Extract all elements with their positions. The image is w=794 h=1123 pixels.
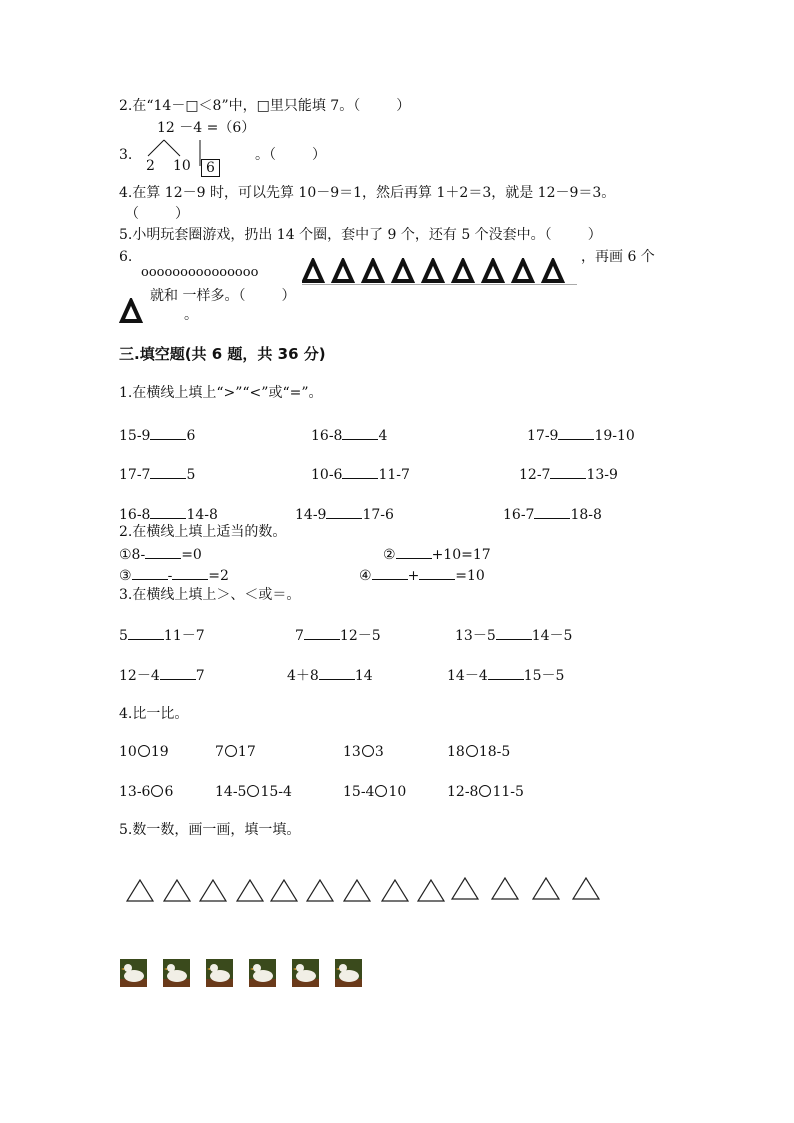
triangle-icon (492, 878, 518, 899)
compare-circle-item: 15-4 10 (343, 784, 407, 800)
answer-blank[interactable] (488, 665, 524, 680)
question-2-text: 2.在“14－□＜8”中，□里只能填 7。（ (119, 98, 361, 114)
question-5: 5.小明玩套圈游戏，扔出 14 个圈，套中了 9 个，还有 5 个没套中。（ ） (119, 227, 602, 243)
compare-circle-item: 10 19 (119, 744, 169, 760)
answer-blank[interactable] (150, 464, 186, 479)
fill-item-a: ①8- =0 (119, 544, 202, 564)
answer-blank[interactable] (419, 565, 455, 580)
answer-blank[interactable] (160, 665, 196, 680)
question-3-equation (157, 119, 255, 137)
answer-circle[interactable] (138, 745, 150, 757)
bold-triangle-icon (484, 261, 502, 281)
question-6-middle-text: 就和 一样多。（ ） (150, 288, 296, 304)
section-3-title: 三.填空题(共 6 题，共 36 分) (119, 345, 326, 363)
bold-triangle-icon (334, 261, 352, 281)
answer-circle[interactable] (225, 745, 237, 757)
answer-circle[interactable] (479, 785, 491, 797)
triangle-icon (237, 880, 263, 901)
triangle-icon (452, 878, 478, 899)
comparison-item: 16-8 4 (311, 425, 387, 445)
comparison-item: 14－4 15－5 (447, 665, 564, 685)
triangle-icon (418, 880, 444, 901)
answer-circle[interactable] (247, 785, 259, 797)
answer-blank[interactable] (496, 625, 532, 640)
answer-blank[interactable] (172, 565, 208, 580)
part-3-instruction: 3.在横线上填上＞、＜或＝。 (119, 587, 301, 603)
answer-blank[interactable] (396, 544, 432, 559)
compare-circle-item: 12-8 11-5 (447, 784, 524, 800)
answer-blank[interactable] (326, 504, 362, 519)
question-6-single-triangle (119, 298, 147, 324)
bold-triangle-icon (122, 301, 140, 321)
bold-triangle-icon (364, 261, 382, 281)
bold-triangle-icon (514, 261, 532, 281)
bold-triangle-icon (394, 261, 412, 281)
fill-item-d: ④ + =10 (359, 565, 485, 585)
duck-icon (292, 959, 319, 987)
duck-icon (120, 959, 147, 987)
answer-blank[interactable] (319, 665, 355, 680)
answer-blank[interactable] (372, 565, 408, 580)
question-5-paren-close: ） (587, 227, 602, 243)
question-3-equation-text: 12 －4 =（6） (157, 120, 256, 136)
comparison-item: 13－5 14－5 (455, 625, 572, 645)
question-3-paren-close: ） (312, 147, 326, 163)
comparison-item: 16-8 14-8 (119, 504, 218, 524)
bold-triangle-icon (424, 261, 442, 281)
duck-icon (206, 959, 233, 987)
comparison-item: 17-7 5 (119, 464, 195, 484)
triangle-icon (533, 878, 559, 899)
compare-circle-item: 13 3 (343, 744, 384, 760)
question-4-line-1: 4.在算 12－9 时，可以先算 10－9＝1，然后再算 1＋2＝3，就是 12－9＝3。 (119, 185, 616, 201)
bold-triangle-icon (544, 261, 562, 281)
comparison-item: 10-6 11-7 (311, 464, 410, 484)
triangle-icon (271, 880, 297, 901)
question-6-circles: ooooooooooooooo (141, 265, 259, 280)
comparison-item: 17-9 19-10 (527, 425, 635, 445)
comparison-item: 12-7 13-9 (519, 464, 618, 484)
comparison-item: 7 12－5 (295, 625, 381, 645)
question-6-dot: 。 (184, 307, 198, 323)
part-1-instruction: 1.在横线上填上“>”“<”或“=”。 (119, 385, 323, 401)
triangle-icon (344, 880, 370, 901)
compare-circle-item: 14-5 15-4 (215, 784, 292, 800)
answer-blank[interactable] (550, 464, 586, 479)
answer-blank[interactable] (150, 504, 186, 519)
bold-triangle-icon (454, 261, 472, 281)
answer-blank[interactable] (132, 565, 168, 580)
triangle-icon (127, 880, 153, 901)
answer-circle[interactable] (466, 745, 478, 757)
comparison-item: 12－4 7 (119, 665, 205, 685)
compare-circle-item: 18 18-5 (447, 744, 511, 760)
answer-blank[interactable] (145, 544, 181, 559)
triangle-icon (200, 880, 226, 901)
bold-triangle-icon (304, 261, 322, 281)
question-3-tail: 。（ ） (255, 147, 326, 163)
fill-item-c: ③ - =2 (119, 565, 229, 585)
question-6-triangles (302, 258, 582, 284)
question-3-middle-number: 10 (173, 158, 191, 174)
triangle-row (120, 876, 610, 906)
answer-blank[interactable] (342, 425, 378, 440)
comparison-item: 14-9 17-6 (295, 504, 394, 524)
question-2-paren-close: ） (396, 98, 411, 114)
compare-circle-item: 13-6 6 (119, 784, 174, 800)
answer-circle[interactable] (362, 745, 374, 757)
comparison-item: 16-7 18-8 (503, 504, 602, 524)
question-2 (119, 97, 410, 115)
question-6-right-text: ，再画 6 个 (581, 249, 655, 265)
duck-icon (249, 959, 276, 987)
question-3 (119, 146, 132, 164)
answer-circle[interactable] (375, 785, 387, 797)
question-3-number: 3. (119, 147, 133, 163)
triangle-icon (307, 880, 333, 901)
answer-blank[interactable] (534, 504, 570, 519)
question-6-paren-close: ） (281, 288, 296, 304)
duck-icon (335, 959, 362, 987)
question-3-left-number: 2 (146, 158, 155, 174)
question-3-box (201, 159, 220, 177)
question-4-paren-close: ） (175, 206, 189, 222)
part-4-instruction: 4.比一比。 (119, 706, 189, 722)
answer-blank[interactable] (342, 464, 378, 479)
question-3-boxed-number: 6 (201, 159, 220, 177)
question-6-number: 6. (119, 249, 133, 265)
triangle-icon (382, 880, 408, 901)
question-4-line-2: （ ） (125, 206, 189, 222)
answer-circle[interactable] (151, 785, 163, 797)
answer-blank[interactable] (558, 425, 594, 440)
answer-blank[interactable] (304, 625, 340, 640)
question-6-rule (302, 284, 577, 285)
comparison-item: 5 11－7 (119, 625, 205, 645)
comparison-item: 15-9 6 (119, 425, 195, 445)
comparison-item: 4＋8 14 (287, 665, 373, 685)
part-2-instruction: 2.在横线上填上适当的数。 (119, 524, 287, 540)
compare-circle-item: 7 17 (215, 744, 256, 760)
fill-item-b: ② +10=17 (383, 544, 491, 564)
triangle-icon (164, 880, 190, 901)
duck-icon (163, 959, 190, 987)
answer-blank[interactable] (150, 425, 186, 440)
part-5-instruction: 5.数一数，画一画，填一填。 (119, 822, 301, 838)
answer-blank[interactable] (128, 625, 164, 640)
triangle-icon (573, 878, 599, 899)
